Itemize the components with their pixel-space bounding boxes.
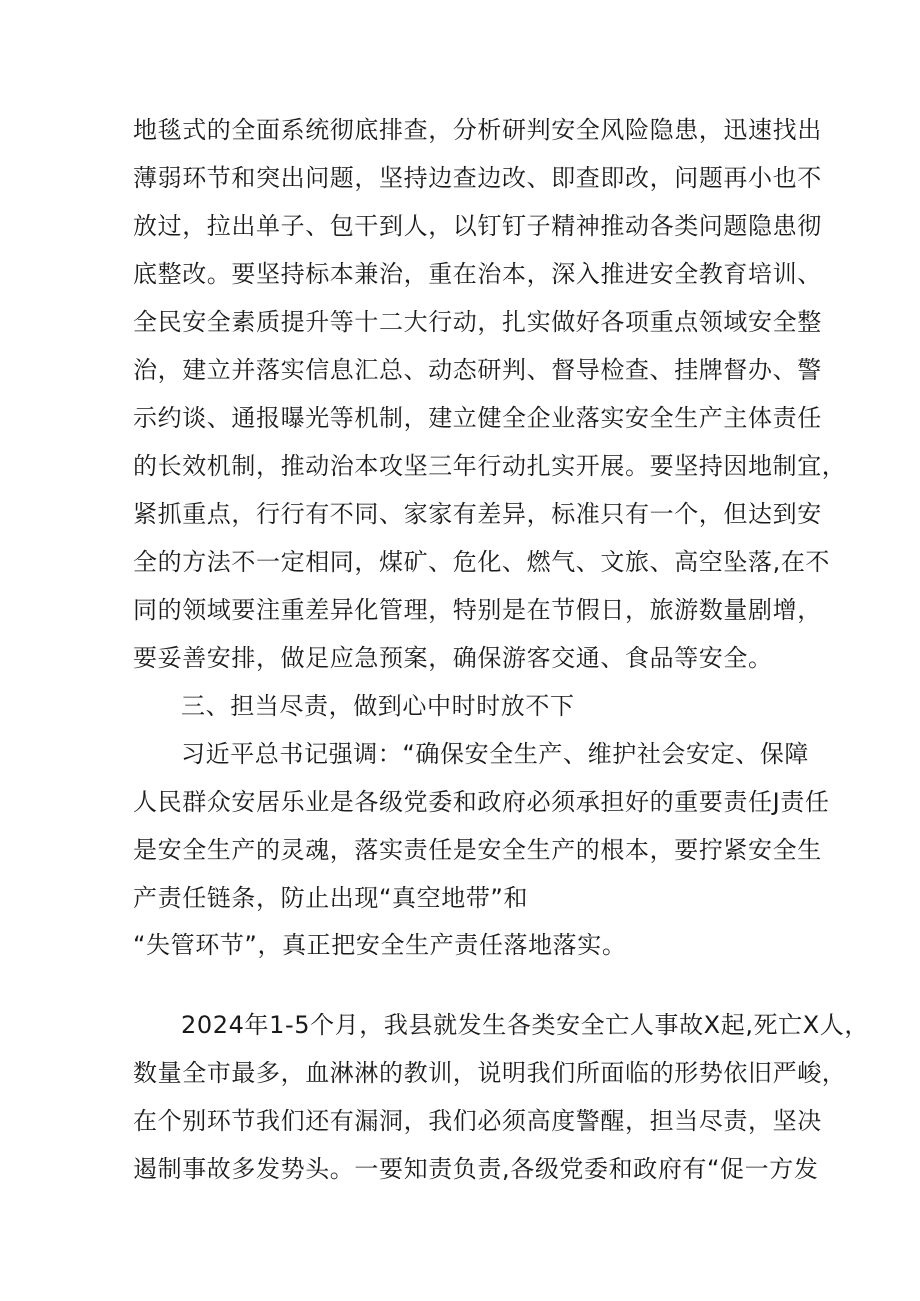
text-line: 薄弱环节和突出问题，坚持边查边改、即查即改，问题再小也不 [133,164,822,192]
text-line: 紧抓重点，行行有不同、家家有差异，标准只有一个，但达到安 [133,500,822,528]
text-line: 要妥善安排，做足应急预案，确保游客交通、食品等安全。 [133,644,773,672]
text-line: 数量全市最多，血淋淋的教训，说明我们所面临的形势依旧严峻， [133,1059,847,1087]
text-line: 全民安全素质提升等十二大行动，扎实做好各项重点领域安全整 [133,308,822,336]
text-line: 2024年1-5个月，我县就发生各类安全亡人事故X起,死亡X人， [181,1011,869,1039]
text-line: 遏制事故多发势头。一要知责负责,各级党委和政府有“促一方发 [133,1155,819,1183]
text-line: 习近平总书记强调：“确保安全生产、维护社会安定、保障 [181,740,810,768]
text-line: 的长效机制，推动治本攻坚三年行动扎实开展。要坚持因地制宜， [133,452,847,480]
text-line: 产责任链条，防止出现“真空地带”和 [133,884,529,912]
section-heading: 三、担当尽责，做到心中时时放不下 [181,692,575,720]
text-line: 治，建立并落实信息汇总、动态研判、督导检查、挂牌督办、警 [133,356,822,384]
text-line: 底整改。要坚持标本兼治，重在治本，深入推进安全教育培训、 [133,260,822,288]
text-line: 示约谈、通报曝光等机制，建立健全企业落实安全生产主体责任 [133,404,822,432]
text-line: 放过，拉出单子、包干到人，以钉钉子精神推动各类问题隐患彻 [133,212,822,240]
text-line: 在个别环节我们还有漏洞，我们必须高度警醒，担当尽责，坚决 [133,1107,822,1135]
text-line: 地毯式的全面系统彻底排查，分析研判安全风险隐患，迅速找出 [133,116,822,144]
text-line: “失管环节”，真正把安全生产责任落地落实。 [133,931,627,959]
text-line: 全的方法不一定相同，煤矿、危化、燃气、文旅、高空坠落,在不 [133,548,831,576]
text-line: 人民群众安居乐业是各级党委和政府必须承担好的重要责任J责任 [133,788,830,816]
text-line: 是安全生产的灵魂，落实责任是安全生产的根本，要拧紧安全生 [133,836,822,864]
text-line: 同的领域要注重差异化管理，特别是在节假日，旅游数量剧增， [133,596,822,624]
